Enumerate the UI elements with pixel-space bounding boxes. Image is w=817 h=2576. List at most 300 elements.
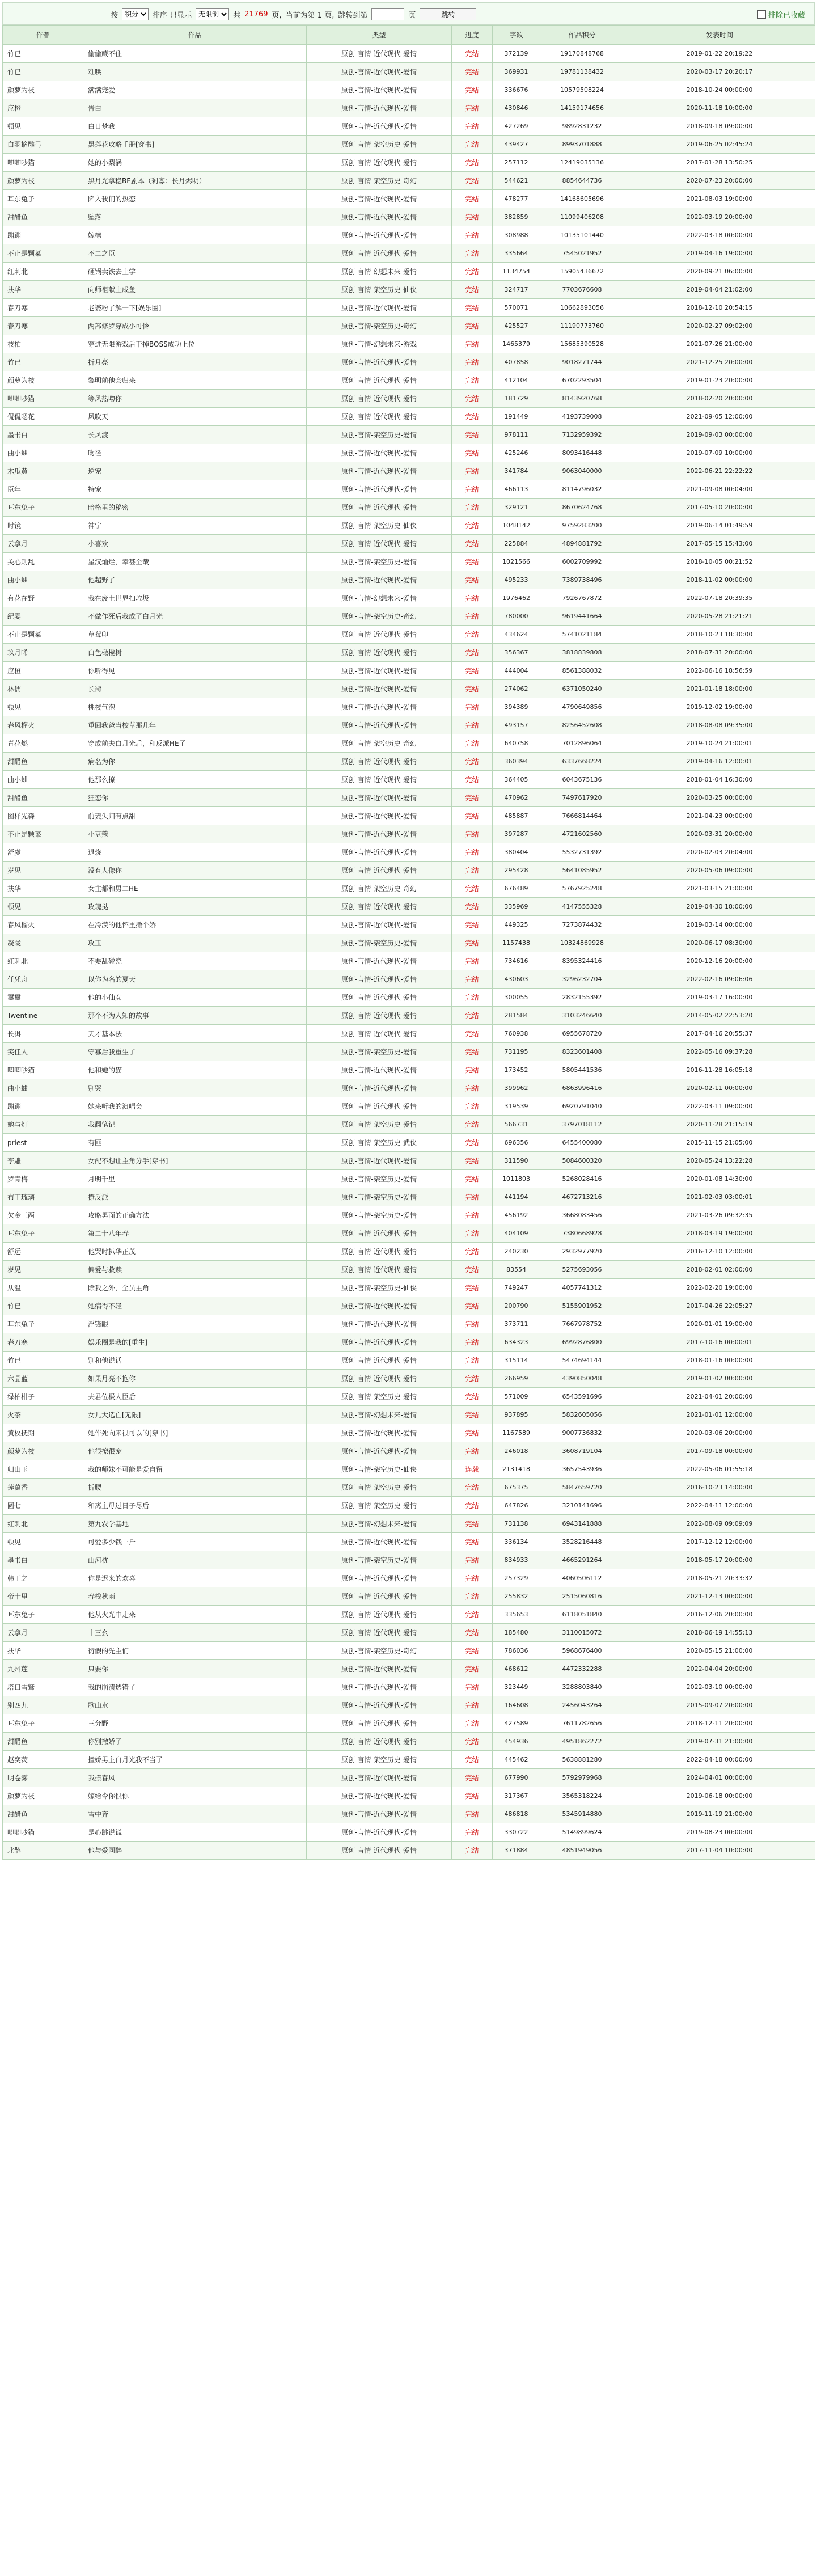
author-cell[interactable]: 曲小蛐 [3, 444, 83, 462]
title-link[interactable]: 我撩春风 [83, 1769, 307, 1787]
wordcount-cell: 1976462 [493, 589, 540, 607]
title-link[interactable]: 有匪 [83, 1134, 307, 1152]
title-link[interactable]: 撩反派 [83, 1188, 307, 1206]
type-cell: 原创-言情-近代现代-爱情 [307, 1007, 452, 1025]
title-link[interactable]: 折腰 [83, 1479, 307, 1497]
author-cell[interactable]: 塔口雪鹫 [3, 1678, 83, 1696]
table-row [3, 880, 815, 898]
toolbar-controls [111, 8, 476, 20]
title-link[interactable]: 折月亮 [83, 353, 307, 371]
title-link[interactable]: 夫君位极人臣后 [83, 1388, 307, 1406]
author-cell[interactable]: 图样先森 [3, 807, 83, 825]
author-cell[interactable]: 云拿月 [3, 1624, 83, 1642]
author-cell[interactable]: 璽璽 [3, 989, 83, 1007]
title-link[interactable]: 攻玉 [83, 934, 307, 952]
author-cell[interactable]: 舒远 [3, 1243, 83, 1261]
author-cell[interactable]: priest [3, 1134, 83, 1152]
table-row [3, 1823, 815, 1842]
author-cell[interactable]: 曲小蛐 [3, 1079, 83, 1097]
wordcount-cell: 449325 [493, 916, 540, 934]
author-cell[interactable]: 帝十里 [3, 1587, 83, 1606]
author-cell[interactable]: 春刀寒 [3, 1333, 83, 1352]
author-cell[interactable]: 竹已 [3, 45, 83, 63]
author-cell[interactable]: 明卷雾 [3, 1769, 83, 1787]
title-link[interactable]: 吻径 [83, 444, 307, 462]
title-link[interactable]: 满满宠爱 [83, 81, 307, 99]
title-link[interactable]: 他从火光中走来 [83, 1606, 307, 1624]
title-link[interactable]: 小喜欢 [83, 535, 307, 553]
score-cell: 5641085952 [540, 862, 624, 880]
date-cell: 2022-06-16 18:56:59 [624, 662, 815, 680]
author-cell[interactable]: 红刺北 [3, 952, 83, 970]
wordcount-cell: 749247 [493, 1279, 540, 1297]
author-cell[interactable]: 布丁琉璃 [3, 1188, 83, 1206]
author-cell[interactable]: 圆七 [3, 1497, 83, 1515]
title-link[interactable]: 以你为名的夏天 [83, 970, 307, 989]
title-link[interactable]: 她的小梨涡 [83, 154, 307, 172]
author-cell[interactable]: 耳东兔子 [3, 1714, 83, 1733]
title-link[interactable]: 陷入我们的热恋 [83, 190, 307, 208]
author-cell[interactable]: 不止是颗菜 [3, 825, 83, 843]
author-cell[interactable]: 从温 [3, 1279, 83, 1297]
score-cell: 6920791040 [540, 1097, 624, 1116]
date-cell: 2020-03-06 20:00:00 [624, 1424, 815, 1442]
type-cell: 原创-言情-幻想未来-爱情 [307, 1406, 452, 1424]
author-cell[interactable]: 不止是颗菜 [3, 626, 83, 644]
author-cell[interactable]: 春风榴火 [3, 716, 83, 734]
author-cell[interactable]: 顿见 [3, 1533, 83, 1551]
author-cell[interactable]: 舒虞 [3, 843, 83, 862]
author-cell[interactable]: 曲小蛐 [3, 571, 83, 589]
title-link[interactable]: 第二十八年春 [83, 1224, 307, 1243]
title-link[interactable]: 不二之臣 [83, 244, 307, 263]
author-cell[interactable]: 归山玉 [3, 1460, 83, 1479]
title-link[interactable]: 向师祖献上咸鱼 [83, 281, 307, 299]
author-cell[interactable]: 竹已 [3, 1352, 83, 1370]
author-cell[interactable]: 黄枚抚期 [3, 1424, 83, 1442]
wordcount-cell: 1011803 [493, 1170, 540, 1188]
title-link[interactable]: 你是迟来的欢喜 [83, 1569, 307, 1587]
title-link[interactable]: 白日梦我 [83, 117, 307, 136]
type-cell: 原创-言情-架空历史-爱情 [307, 136, 452, 154]
title-link[interactable]: 小豆蔻 [83, 825, 307, 843]
date-cell: 2017-04-26 22:05:27 [624, 1297, 815, 1315]
author-cell[interactable]: 唧唧吵猫 [3, 390, 83, 408]
author-cell[interactable]: 北鹊 [3, 1842, 83, 1860]
title-link[interactable]: 老婆粉了解一下[娱乐圈] [83, 299, 307, 317]
type-cell: 原创-言情-近代现代-爱情 [307, 1079, 452, 1097]
author-cell[interactable]: 凝陇 [3, 934, 83, 952]
author-cell[interactable]: 甜醋鱼 [3, 1733, 83, 1751]
title-link[interactable]: 特宠 [83, 480, 307, 499]
date-cell: 2017-05-15 15:43:00 [624, 535, 815, 553]
author-cell[interactable]: 甜醋鱼 [3, 789, 83, 807]
wordcount-cell: 439427 [493, 136, 540, 154]
wordcount-cell: 397287 [493, 825, 540, 843]
wordcount-cell: 300055 [493, 989, 540, 1007]
author-cell[interactable]: 韩丁之 [3, 1569, 83, 1587]
title-link[interactable]: 退烧 [83, 843, 307, 862]
col-type-header[interactable]: 类型 [307, 26, 452, 45]
title-link[interactable]: 他超野了 [83, 571, 307, 589]
author-cell[interactable]: 竹已 [3, 1297, 83, 1315]
author-cell[interactable]: Twentine [3, 1007, 83, 1025]
title-link[interactable]: 病名为你 [83, 753, 307, 771]
progress-cell: 完结 [452, 1043, 493, 1061]
title-link[interactable]: 偏爱与救赎 [83, 1261, 307, 1279]
type-cell: 原创-言情-近代现代-爱情 [307, 1333, 452, 1352]
author-cell[interactable]: 曲小蛐 [3, 771, 83, 789]
progress-cell: 完结 [452, 426, 493, 444]
author-cell[interactable]: 扶华 [3, 1642, 83, 1660]
author-cell[interactable]: 甜醋鱼 [3, 1805, 83, 1823]
score-cell: 5847659720 [540, 1479, 624, 1497]
type-cell: 原创-言情-近代现代-爱情 [307, 499, 452, 517]
author-cell[interactable]: 红刺北 [3, 263, 83, 281]
title-link[interactable]: 别和他说话 [83, 1352, 307, 1370]
author-cell[interactable]: 顿见 [3, 117, 83, 136]
title-link[interactable]: 告白 [83, 99, 307, 117]
table-row [3, 1297, 815, 1315]
title-link[interactable]: 雪中奔 [83, 1805, 307, 1823]
author-cell[interactable]: 岁见 [3, 1261, 83, 1279]
date-cell: 2022-02-20 19:00:00 [624, 1279, 815, 1297]
title-link[interactable]: 不要乱碰瓷 [83, 952, 307, 970]
author-cell[interactable]: 墨书白 [3, 1551, 83, 1569]
title-link[interactable]: 玫瑰挞 [83, 898, 307, 916]
author-cell[interactable]: 不止是颗菜 [3, 244, 83, 263]
title-link[interactable]: 她作死向来很可以的[穿书] [83, 1424, 307, 1442]
score-cell: 10135101440 [540, 226, 624, 244]
wordcount-cell: 225884 [493, 535, 540, 553]
score-cell: 4472332288 [540, 1660, 624, 1678]
title-link[interactable]: 第九农学基地 [83, 1515, 307, 1533]
title-link[interactable]: 你听得见 [83, 662, 307, 680]
current-page-label: 当前为第 1 页, [285, 11, 335, 20]
title-link[interactable]: 黑月光拿稳BE剧本（剩寡：长月烬明） [83, 172, 307, 190]
title-link[interactable]: 女儿大选亡[无限] [83, 1406, 307, 1424]
author-cell[interactable]: 她与灯 [3, 1116, 83, 1134]
author-cell[interactable]: 扶华 [3, 880, 83, 898]
author-cell[interactable]: 春刀寒 [3, 317, 83, 335]
type-cell: 原创-言情-架空历史-爱情 [307, 934, 452, 952]
title-link[interactable]: 砸锅卖铁去上学 [83, 263, 307, 281]
author-cell[interactable]: 墨书白 [3, 426, 83, 444]
title-link[interactable]: 黑莲花攻略手册[穿书] [83, 136, 307, 154]
title-link[interactable]: 他那么撩 [83, 771, 307, 789]
author-cell[interactable]: 时镜 [3, 517, 83, 535]
score-cell: 5275693056 [540, 1261, 624, 1279]
author-cell[interactable]: 火茶 [3, 1406, 83, 1424]
title-link[interactable]: 嫁给令你恨你 [83, 1787, 307, 1805]
author-cell[interactable]: 唧唧吵猫 [3, 1061, 83, 1079]
title-link[interactable]: 三分野 [83, 1714, 307, 1733]
author-cell[interactable]: 应橙 [3, 662, 83, 680]
author-cell[interactable]: 颜萝为枝 [3, 81, 83, 99]
col-progress-header[interactable]: 进度 [452, 26, 493, 45]
wordcount-cell: 257112 [493, 154, 540, 172]
title-link[interactable]: 他和她的猫 [83, 1061, 307, 1079]
title-link[interactable]: 浮锋眼 [83, 1315, 307, 1333]
author-cell[interactable]: 耳东兔子 [3, 190, 83, 208]
title-link[interactable]: 撞娇男主白月光我不当了 [83, 1751, 307, 1769]
title-link[interactable]: 两部修罗穿成小可怜 [83, 317, 307, 335]
table-row [3, 916, 815, 934]
score-cell: 9007736832 [540, 1424, 624, 1442]
title-link[interactable]: 我的崩溃选错了 [83, 1678, 307, 1696]
type-cell: 原创-言情-近代现代-爱情 [307, 1424, 452, 1442]
author-cell[interactable]: 关心则乱 [3, 553, 83, 571]
title-link[interactable]: 女配不想让主角分手[穿书] [83, 1152, 307, 1170]
title-link[interactable]: 不做作死后我成了白月光 [83, 607, 307, 626]
date-cell: 2019-07-31 21:00:00 [624, 1733, 815, 1751]
date-cell: 2021-04-01 20:00:00 [624, 1388, 815, 1406]
score-cell: 10662893056 [540, 299, 624, 317]
type-cell: 原创-言情-架空历史-爱情 [307, 426, 452, 444]
author-cell[interactable]: 云拿月 [3, 535, 83, 553]
author-cell[interactable]: 臣年 [3, 480, 83, 499]
author-cell[interactable]: 任凭舟 [3, 970, 83, 989]
table-row [3, 1352, 815, 1370]
title-link[interactable]: 山河枕 [83, 1551, 307, 1569]
title-link[interactable]: 是心跳说谎 [83, 1823, 307, 1842]
title-link[interactable]: 十三幺 [83, 1624, 307, 1642]
date-cell: 2020-05-15 21:00:00 [624, 1642, 815, 1660]
author-cell[interactable]: 别四九 [3, 1696, 83, 1714]
date-cell: 2016-12-10 12:00:00 [624, 1243, 815, 1261]
author-cell[interactable]: 甜醋鱼 [3, 753, 83, 771]
score-cell: 7389738496 [540, 571, 624, 589]
col-author-header[interactable]: 作者 [3, 26, 83, 45]
title-link[interactable]: 别哭 [83, 1079, 307, 1097]
type-cell: 原创-言情-近代现代-爱情 [307, 825, 452, 843]
title-link[interactable]: 她来听我的演唱会 [83, 1097, 307, 1116]
author-cell[interactable]: 耳东兔子 [3, 499, 83, 517]
date-cell: 2019-04-16 19:00:00 [624, 244, 815, 263]
title-link[interactable]: 可爱多少钱一斤 [83, 1533, 307, 1551]
progress-cell: 完结 [452, 1660, 493, 1678]
date-cell: 2018-07-31 20:00:00 [624, 644, 815, 662]
author-cell[interactable]: 顿见 [3, 898, 83, 916]
table-row [3, 63, 815, 81]
title-link[interactable]: 他与爱同醉 [83, 1842, 307, 1860]
table-row [3, 1424, 815, 1442]
page-input[interactable] [371, 8, 404, 20]
title-link[interactable]: 神宁 [83, 517, 307, 535]
title-link[interactable]: 穿进无限游戏后干掉BOSS成功上位 [83, 335, 307, 353]
col-date-header[interactable]: 发表时间 [624, 26, 815, 45]
title-link[interactable]: 和离主母过日子尽后 [83, 1497, 307, 1515]
author-cell[interactable]: 甜醋鱼 [3, 208, 83, 226]
title-link[interactable]: 天才基本法 [83, 1025, 307, 1043]
title-link[interactable]: 狂恋你 [83, 789, 307, 807]
date-cell: 2018-10-05 00:21:52 [624, 553, 815, 571]
author-cell[interactable]: 唧唧吵猫 [3, 154, 83, 172]
author-cell[interactable]: 青花燃 [3, 734, 83, 753]
author-cell[interactable]: 应橙 [3, 99, 83, 117]
title-link[interactable]: 我翻笔记 [83, 1116, 307, 1134]
progress-cell: 完结 [452, 1624, 493, 1642]
author-cell[interactable]: 李雕 [3, 1152, 83, 1170]
author-cell[interactable]: 侃侃嗯花 [3, 408, 83, 426]
col-title-header[interactable]: 作品 [83, 26, 307, 45]
title-link[interactable]: 攻略男面的正确方法 [83, 1206, 307, 1224]
wordcount-cell: 731138 [493, 1515, 540, 1533]
title-link[interactable]: 坠落 [83, 208, 307, 226]
score-cell: 6455400080 [540, 1134, 624, 1152]
title-link[interactable]: 长风渡 [83, 426, 307, 444]
title-link[interactable]: 等风热吻你 [83, 390, 307, 408]
title-link[interactable]: 穿成前夫白月光后，和反派HE了 [83, 734, 307, 753]
title-link[interactable]: 你别撒娇了 [83, 1733, 307, 1751]
author-cell[interactable]: 红刺北 [3, 1515, 83, 1533]
author-cell[interactable]: 白羽摘雕弓 [3, 136, 83, 154]
type-cell: 原创-言情-架空历史-奇幻 [307, 1642, 452, 1660]
table-row [3, 1787, 815, 1805]
author-cell[interactable]: 六晶蓝 [3, 1370, 83, 1388]
title-link[interactable]: 星汉灿烂，幸甚至哉 [83, 553, 307, 571]
title-link[interactable]: 长街 [83, 680, 307, 698]
author-cell[interactable]: 笑佳人 [3, 1043, 83, 1061]
progress-cell: 完结 [452, 45, 493, 63]
title-link[interactable]: 风吹天 [83, 408, 307, 426]
author-cell[interactable]: 赵奕荧 [3, 1751, 83, 1769]
title-link[interactable]: 月明千里 [83, 1170, 307, 1188]
wordcount-cell: 412104 [493, 371, 540, 390]
author-cell[interactable]: 莲萬香 [3, 1479, 83, 1497]
title-link[interactable]: 难哄 [83, 63, 307, 81]
type-cell: 原创-言情-近代现代-爱情 [307, 353, 452, 371]
author-cell[interactable]: 玖月晞 [3, 644, 83, 662]
table-row [3, 1152, 815, 1170]
filter-select[interactable] [196, 8, 229, 20]
author-cell[interactable]: 耳东兔子 [3, 1606, 83, 1624]
author-cell[interactable]: 欠金三两 [3, 1206, 83, 1224]
title-link[interactable]: 只要你 [83, 1660, 307, 1678]
author-cell[interactable]: 罗青梅 [3, 1170, 83, 1188]
author-cell[interactable]: 竹已 [3, 63, 83, 81]
wordcount-cell: 200790 [493, 1297, 540, 1315]
jump-button[interactable]: 跳转 [420, 8, 476, 20]
progress-cell: 完结 [452, 1352, 493, 1370]
type-cell: 原创-言情-近代现代-爱情 [307, 716, 452, 734]
date-cell: 2020-11-18 10:00:00 [624, 99, 815, 117]
title-link[interactable]: 没有人像你 [83, 862, 307, 880]
title-link[interactable]: 他的小仙女 [83, 989, 307, 1007]
title-link[interactable]: 娱乐圈是我的[重生] [83, 1333, 307, 1352]
author-cell[interactable]: 绿柏柑子 [3, 1388, 83, 1406]
exclude-favorites-checkbox[interactable] [757, 9, 805, 20]
score-cell: 11190773760 [540, 317, 624, 335]
title-link[interactable]: 除我之外，全员主角 [83, 1279, 307, 1297]
author-cell[interactable]: 颜萝为枝 [3, 371, 83, 390]
title-link[interactable]: 女主都和男二HE [83, 880, 307, 898]
table-row [3, 81, 815, 99]
wordcount-cell: 329121 [493, 499, 540, 517]
author-cell[interactable]: 林儒 [3, 680, 83, 698]
author-cell[interactable]: 春风榴火 [3, 916, 83, 934]
type-cell: 原创-言情-架空历史-仙侠 [307, 1460, 452, 1479]
date-cell: 2022-04-11 12:00:00 [624, 1497, 815, 1515]
type-cell: 原创-言情-近代现代-爱情 [307, 789, 452, 807]
title-link[interactable]: 在冷漠的他怀里撒个娇 [83, 916, 307, 934]
author-cell[interactable]: 颜萝为枝 [3, 172, 83, 190]
wordcount-cell: 341784 [493, 462, 540, 480]
type-cell: 原创-言情-近代现代-爱情 [307, 662, 452, 680]
author-cell[interactable]: 颜萝为枝 [3, 1442, 83, 1460]
wordcount-cell: 360394 [493, 753, 540, 771]
checkbox-icon[interactable] [757, 10, 766, 19]
title-link[interactable]: 她病得不轻 [83, 1297, 307, 1315]
author-cell[interactable]: 扶华 [3, 281, 83, 299]
author-cell[interactable]: 岁见 [3, 862, 83, 880]
title-link[interactable]: 逆宠 [83, 462, 307, 480]
title-link[interactable]: 前妻失归有点甜 [83, 807, 307, 825]
sort-by-select[interactable] [122, 8, 149, 20]
author-cell[interactable]: 蹦蹦 [3, 1097, 83, 1116]
table-row [3, 1406, 815, 1424]
title-link[interactable]: 桃枝气泡 [83, 698, 307, 716]
author-cell[interactable]: 蹦蹦 [3, 226, 83, 244]
author-cell[interactable]: 唧唧吵猫 [3, 1823, 83, 1842]
author-cell[interactable]: 春刀寒 [3, 299, 83, 317]
progress-cell: 完结 [452, 1297, 493, 1315]
type-cell: 原创-言情-架空历史-爱情 [307, 1043, 452, 1061]
col-wordcount-header[interactable]: 字数 [493, 26, 540, 45]
title-link[interactable]: 守寡后我重生了 [83, 1043, 307, 1061]
title-link[interactable]: 春栈秋雨 [83, 1587, 307, 1606]
author-cell[interactable]: 长洱 [3, 1025, 83, 1043]
score-cell: 7273874432 [540, 916, 624, 934]
title-link[interactable]: 暗格里的秘密 [83, 499, 307, 517]
title-link[interactable]: 衍假的先主们 [83, 1642, 307, 1660]
type-cell: 原创-言情-近代现代-爱情 [307, 1097, 452, 1116]
title-link[interactable]: 白色橄榄树 [83, 644, 307, 662]
title-link[interactable]: 草莓印 [83, 626, 307, 644]
author-cell[interactable]: 颜萝为枝 [3, 1787, 83, 1805]
col-score-header[interactable]: 作品积分 [540, 26, 624, 45]
table-row [3, 299, 815, 317]
author-cell[interactable]: 有花在野 [3, 589, 83, 607]
title-link[interactable]: 歌山水 [83, 1696, 307, 1714]
progress-cell: 完结 [452, 1733, 493, 1751]
table-row [3, 1097, 815, 1116]
title-link[interactable]: 我在废土世界扫垃圾 [83, 589, 307, 607]
author-cell[interactable]: 九州莲 [3, 1660, 83, 1678]
title-link[interactable]: 那个不为人知的故事 [83, 1007, 307, 1025]
author-cell[interactable]: 耳东兔子 [3, 1224, 83, 1243]
title-link[interactable]: 如果月亮不抱你 [83, 1370, 307, 1388]
author-cell[interactable]: 耳东兔子 [3, 1315, 83, 1333]
author-cell[interactable]: 顿见 [3, 698, 83, 716]
author-cell[interactable]: 木瓜黄 [3, 462, 83, 480]
title-link[interactable]: 重回我爸当校草那几年 [83, 716, 307, 734]
date-cell: 2018-12-11 20:00:00 [624, 1714, 815, 1733]
type-cell: 原创-言情-近代现代-爱情 [307, 190, 452, 208]
title-link[interactable]: 我的师妹不可能是爱自留 [83, 1460, 307, 1479]
progress-cell: 完结 [452, 1261, 493, 1279]
title-link[interactable]: 黎明前他会归来 [83, 371, 307, 390]
author-cell[interactable]: 枝柏 [3, 335, 83, 353]
title-link[interactable]: 偷偷藏不住 [83, 45, 307, 63]
progress-cell: 完结 [452, 662, 493, 680]
title-link[interactable]: 他很撩很宠 [83, 1442, 307, 1460]
author-cell[interactable]: 竹已 [3, 353, 83, 371]
score-cell: 8395324416 [540, 952, 624, 970]
title-link[interactable]: 嫁檩 [83, 226, 307, 244]
author-cell[interactable]: 纪婴 [3, 607, 83, 626]
title-link[interactable]: 他哭时扒华正茂 [83, 1243, 307, 1261]
